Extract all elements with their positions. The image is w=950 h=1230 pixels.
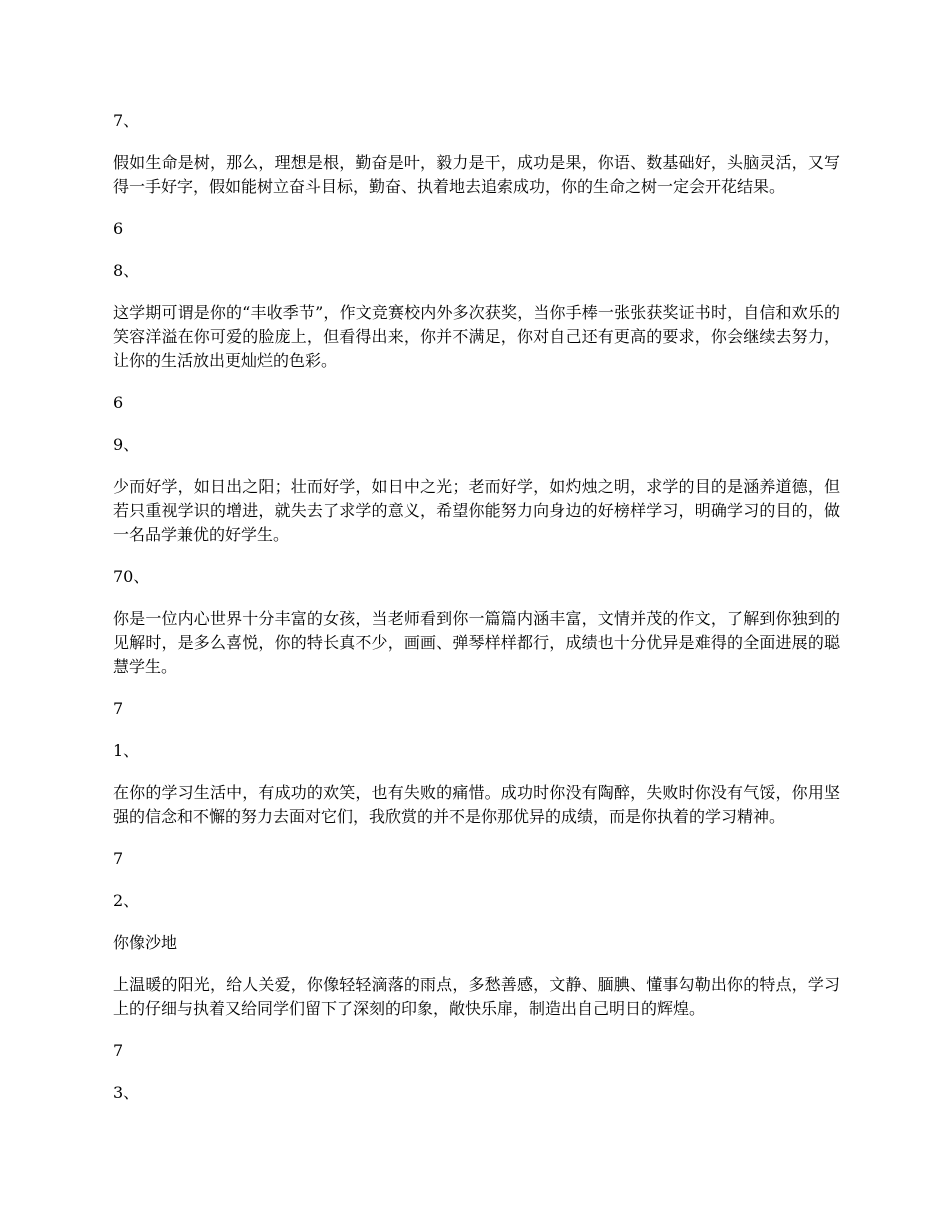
comment-paragraph: 在你的学习生活中，有成功的欢笑，也有失败的痛惜。成功时你没有陶醉，失败时你没有气馁，你用坚强的信念和不懈的努力去面对它们，我欣赏的并不是你那优异的成绩，而是你执着的学习精神。 (113, 783, 840, 826)
item-number: 7、 (113, 111, 140, 130)
item-number: 2、 (113, 891, 140, 910)
item-number: 6 (113, 219, 124, 238)
comment-paragraph: 假如生命是树，那么，理想是根，勤奋是叶，毅力是干，成功是果，你语、数基础好，头脑灵活，又写得一手好字，假如能树立奋斗目标，勤奋、执着地去追索成功，你的生命之树一定会开花结果。 (113, 153, 840, 196)
item-number: 6 (113, 393, 124, 412)
item-number: 8、 (113, 261, 140, 280)
comment-fragment: 你像沙地 (113, 933, 178, 952)
comment-paragraph: 你是一位内心世界十分丰富的女孩，当老师看到你一篇篇内涵丰富，文情并茂的作文，了解到你独到的见解时，是多么喜悦，你的特长真不少，画画、弹琴样样都行，成绩也十分优异是难得的全面进展的聪慧学生。 (113, 609, 840, 676)
item-number: 3、 (113, 1083, 140, 1102)
document-body (113, 109, 840, 1123)
comment-paragraph: 上温暖的阳光，给人关爱，你像轻轻滴落的雨点，多愁善感，文静、腼腆、懂事勾勒出你的特点，学习上的仔细与执着又给同学们留下了深刻的印象，敞快乐扉，制造出自己明日的辉煌。 (113, 975, 840, 1018)
item-number: 1、 (113, 741, 140, 760)
item-number: 9、 (113, 435, 140, 454)
item-number: 7 (113, 849, 124, 868)
item-number: 7 (113, 1041, 124, 1060)
item-number: 70、 (113, 567, 150, 586)
item-number: 7 (113, 699, 124, 718)
comment-paragraph: 这学期可谓是你的“丰收季节”，作文竞赛校内外多次获奖，当你手棒一张张获奖证书时，自信和欢乐的笑容洋溢在你可爱的脸庞上，但看得出来，你并不满足，你对自己还有更高的要求，你会继续去努力，让你的生活放出更灿烂的色彩。 (113, 303, 840, 370)
comment-paragraph: 少而好学，如日出之阳；壮而好学，如日中之光；老而好学，如灼烛之明，求学的目的是涵养道德，但若只重视学识的增进，就失去了求学的意义，希望你能努力向身边的好榜样学习，明确学习的目的，做一名品学兼优的好学生。 (113, 477, 840, 544)
